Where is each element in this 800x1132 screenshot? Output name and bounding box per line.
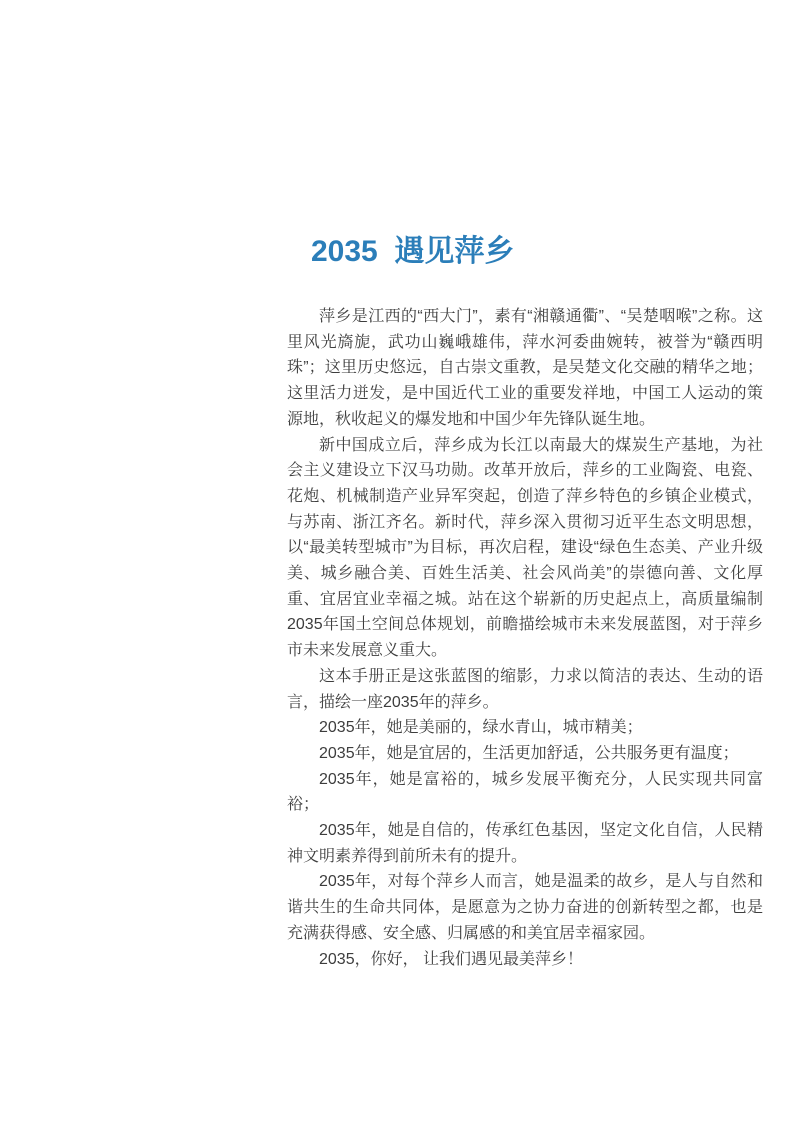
page-title: 2035 遇见萍乡 (311, 235, 515, 268)
body-text (287, 304, 763, 972)
paragraph: 2035年，她是美丽的，绿水青山，城市精美； (319, 719, 643, 737)
paragraph: 2035年，她是宜居的，生活更加舒适，公共服务更有温度； (319, 744, 739, 762)
paragraph: 2035，你好， 让我们遇见最美萍乡！ (319, 950, 584, 968)
paragraph: 2035年，她是富裕的，城乡发展平衡充分，人民实现共同富裕； (287, 770, 763, 814)
paragraph: 2035年，她是自信的，传承红色基因，坚定文化自信，人民精神文明素养得到前所未有的提升。 (287, 822, 763, 865)
paragraph: 新中国成立后，萍乡成为长江以南最大的煤炭生产基地，为社会主义建设立下汉马功勋。改革开放后，萍乡的工业陶瓷、电瓷、花炮、机械制造产业异军突起，创造了萍乡特色的乡镇企业模式，与苏南、浙江齐名。新时代，萍乡深入贯彻习近平生态文明思想，以“最美转型城市”为目标，再次启程，建设“绿色生态美、产业升级美、城乡融合美、百姓生活美、社会风尚美”的崇德向善、文化厚重、宜居宜业幸福之城。站在这个崭新的历史起点上，高质量编制2035年国土空间总体规划，前瞻描绘城市未来发展蓝图，对于萍乡市未来发展意义重大。 (287, 436, 763, 660)
paragraph: 2035年，对每个萍乡人而言，她是温柔的故乡，是人与自然和谐共生的生命共同体，是愿意为之协力奋进的创新转型之都，也是充满获得感、安全感、归属感的和美宜居幸福家园。 (287, 873, 763, 942)
paragraph: 萍乡是江西的“西大门”，素有“湘赣通衢”、“吴楚咽喉”之称。这里风光旖旎，武功山巍峨雄伟，萍水河委曲婉转，被誉为“赣西明珠”；这里历史悠远，自古崇文重教，是吴楚文化交融的精华之地；这里活力迸发，是中国近代工业的重要发祥地，中国工人运动的策源地，秋收起义的爆发地和中国少年先锋队诞生地。 (287, 308, 763, 428)
paragraph: 这本手册正是这张蓝图的缩影，力求以简洁的表达、生动的语言，描绘一座2035年的萍乡。 (287, 667, 763, 711)
